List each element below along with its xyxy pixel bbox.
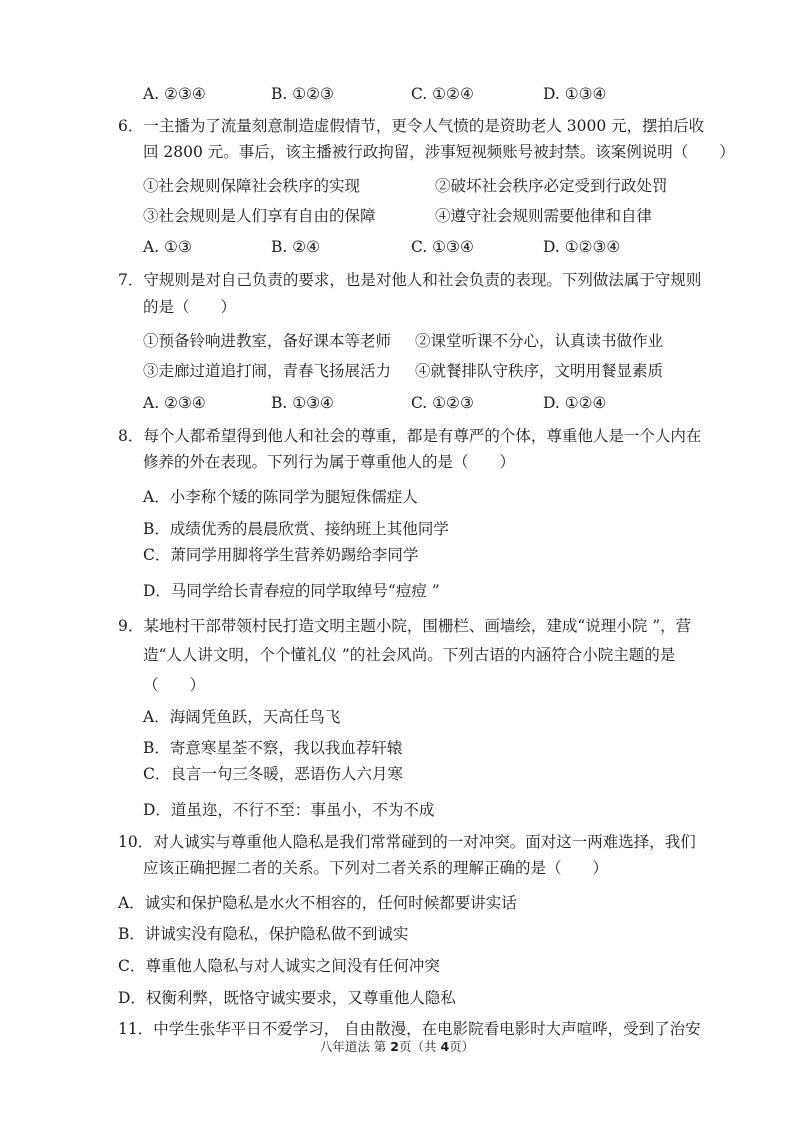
q5-choice-b[interactable]: B. ①②③ [271,85,334,103]
q7-choice-b[interactable]: B. ①③④ [271,394,334,412]
q6-item-1: ①社会规则保障社会秩序的实现 [143,177,361,195]
q8-option-c[interactable]: C．萧同学用脚将学生营养奶踢给李同学 [143,546,419,564]
q7-choice-a[interactable]: A. ②③④ [143,394,206,412]
q8-option-b[interactable]: B．成绩优秀的晨晨欣赏、接纳班上其他同学 [143,520,449,538]
q7-stem-line1: 7．守规则是对自己负责的要求，也是对他人和社会负责的表现。下列做法属于守规则 [118,271,702,289]
q10-stem-line1: 10．对人诚实与尊重他人隐私是我们常常碰到的一对冲突。面对这一两难选择，我们 [118,833,696,851]
q10-option-b[interactable]: B．讲诚实没有隐私，保护隐私做不到诚实 [118,925,409,943]
q10-stem-line2: 应该正确把握二者的关系。下列对二者关系的理解正确的是（ ） [143,859,609,877]
q9-option-b[interactable]: B．寄意寒星荃不察，我以我血荐轩辕 [143,739,403,757]
footer-total-pages: 4 [440,1039,450,1054]
q6-stem-line1: 6．一主播为了流量刻意制造虚假情节，更令人气愤的是资助老人 3000 元，摆拍后收 [118,117,705,135]
q6-choice-b[interactable]: B. ②④ [271,238,321,256]
q11-stem-line1: 11．中学生张华平日不爱学习， 自由散漫，在电影院看电影时大声喧哗，受到了治安 [118,1020,701,1038]
q5-choice-a[interactable]: A. ②③④ [143,85,206,103]
q7-choice-c[interactable]: C. ①②③ [411,394,474,412]
footer-page-number: 2 [390,1039,399,1054]
q9-option-d[interactable]: D．道虽迩，不行不至：事虽小，不为不成 [143,801,435,819]
q6-item-2: ②破坏社会秩序必定受到行政处罚 [435,177,668,195]
page-footer [0,1039,794,1055]
q10-option-c[interactable]: C．尊重他人隐私与对人诚实之间没有任何冲突 [118,957,440,975]
q6-item-3: ③社会规则是人们享有自由的保障 [143,207,376,225]
q7-stem-line2: 的是（ ） [143,298,237,316]
q7-item-2: ②课堂听课不分心，认真读书做作业 [415,332,664,350]
q5-choice-c[interactable]: C. ①②④ [411,85,474,103]
q5-choice-d[interactable]: D. ①③④ [543,85,607,103]
q8-stem-line1: 8．每个人都希望得到他人和社会的尊重，都是有尊严的个体，尊重他人是一个人内在 [118,427,702,445]
q8-option-d[interactable]: D．马同学给长青春痘的同学取绰号“痘痘 ” [143,582,440,600]
q9-option-c[interactable]: C．良言一句三冬暖，恶语伤人六月寒 [143,765,403,783]
q10-option-a[interactable]: A．诚实和保护隐私是水火不相容的，任何时候都要讲实话 [118,894,517,912]
q6-stem-line2: 回 2800 元。事后，该主播被行政拘留，涉事短视频账号被封禁。该案例说明（ ） [143,143,735,161]
q9-stem-line3: （ ） [143,676,206,694]
q6-item-4: ④遵守社会规则需要他律和自律 [435,207,653,225]
footer-suffix: 页） [449,1039,475,1054]
q7-item-4: ④就餐排队守秩序，文明用餐显素质 [415,362,664,380]
q7-item-1: ①预备铃响进教室，备好课本等老师 [143,332,392,350]
q9-stem-line1: 9．某地村干部带领村民打造文明主题小院，围栅栏、画墙绘，建成“说理小院 ”，营 [118,617,692,635]
q10-option-d[interactable]: D．权衡利弊，既恪守诚实要求，又尊重他人隐私 [118,989,456,1007]
q6-choice-a[interactable]: A. ①③ [143,238,192,256]
q8-option-a[interactable]: A．小李称个矮的陈同学为腿短侏儒症人 [143,488,418,506]
q9-stem-line2: 造“人人讲文明，个个懂礼仪 ”的社会风尚。下列古语的内涵符合小院主题的是 [143,646,676,664]
q8-stem-line2: 修养的外在表现。下列行为属于尊重他人的是（ ） [143,453,516,471]
footer-prefix: 八年道法 第 [319,1039,391,1054]
q6-choice-d[interactable]: D. ①②③④ [543,238,621,256]
q7-choice-d[interactable]: D. ①②④ [543,394,607,412]
footer-middle: 页（共 [398,1039,441,1054]
q7-item-3: ③走廊过道追打闹，青春飞扬展活力 [143,362,392,380]
q6-choice-c[interactable]: C. ①③④ [411,238,474,256]
q9-option-a[interactable]: A．海阔凭鱼跃，天高任鸟飞 [143,708,341,726]
